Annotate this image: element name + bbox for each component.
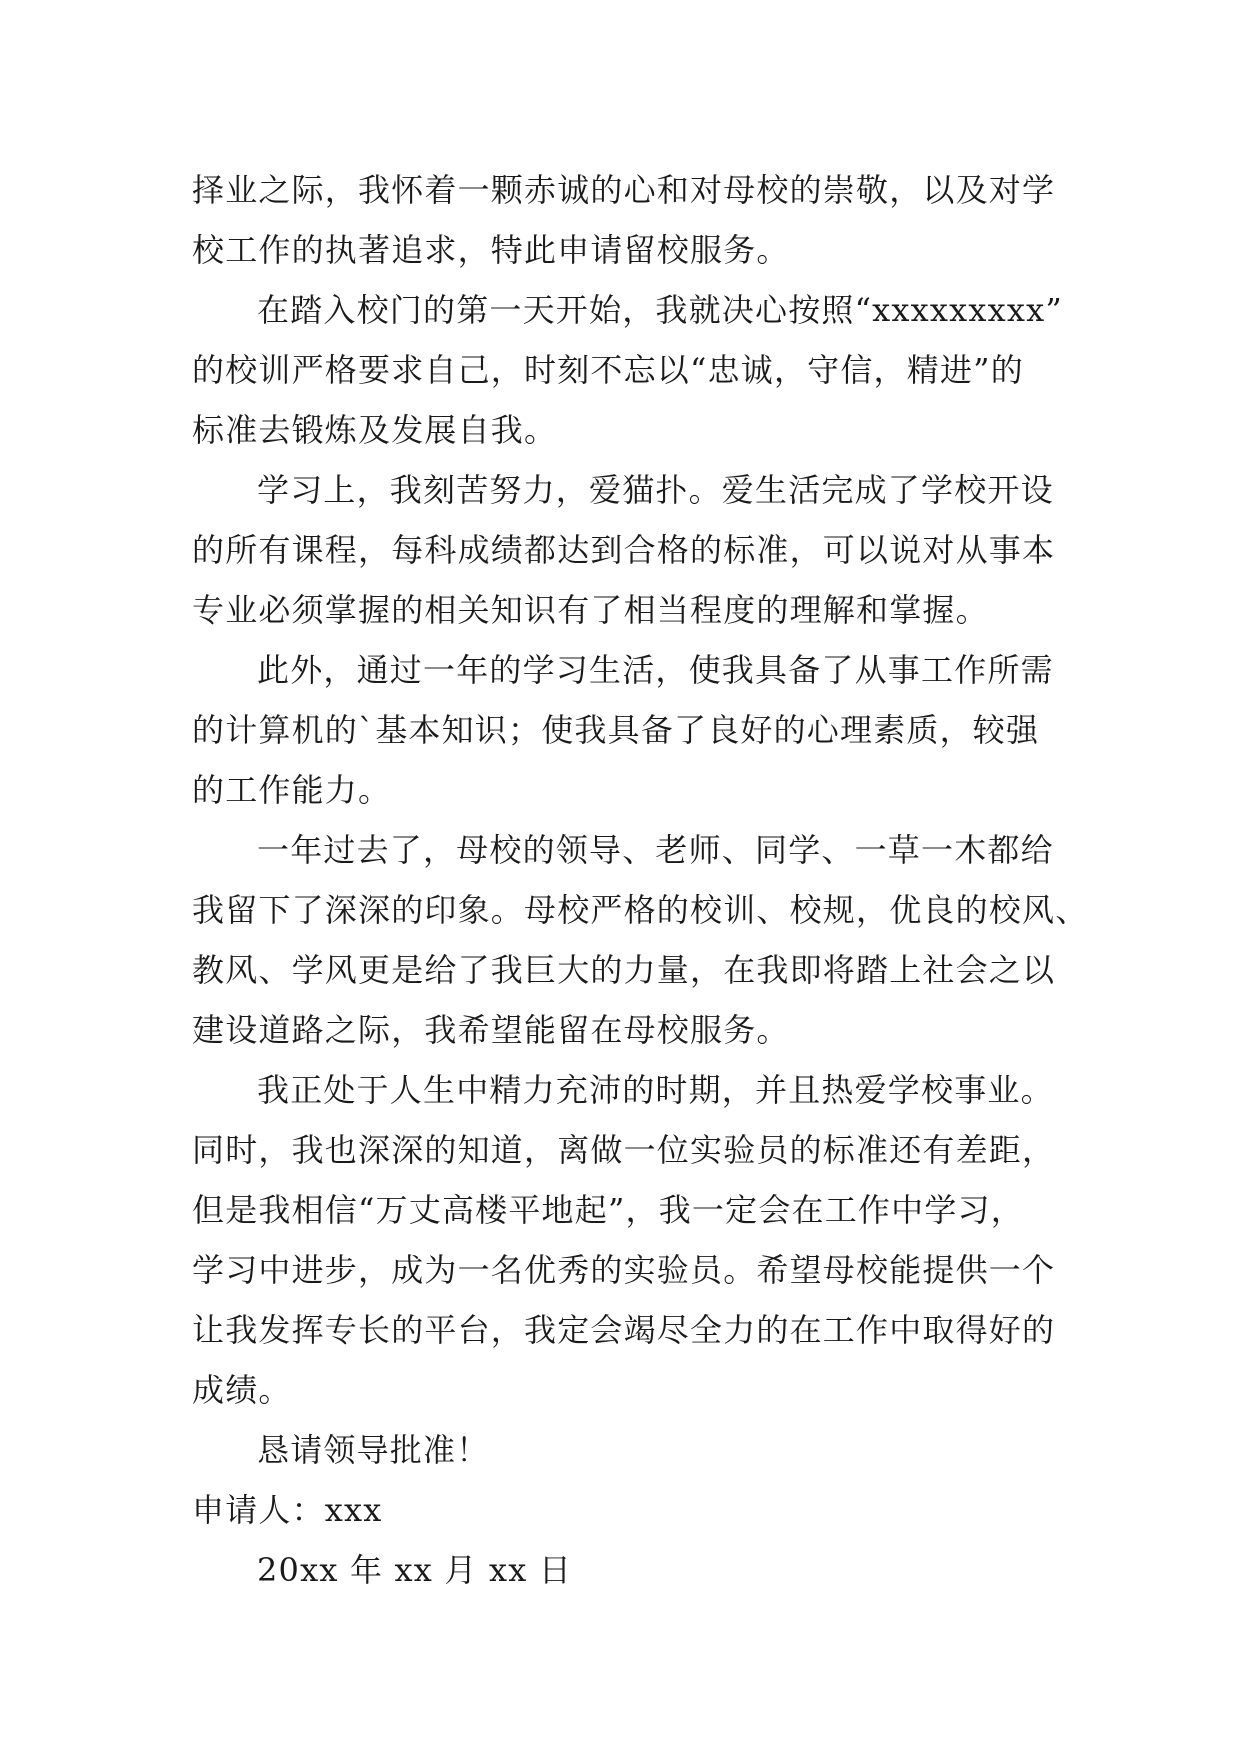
paragraph-3-line-1: 学习上，我刻苦努力，爱猫扑。爱生活完成了学校开设 <box>257 471 1054 509</box>
paragraph-2-line-1: 在踏入校门的第一天开始，我就决心按照“xxxxxxxxx” <box>257 291 1063 329</box>
paragraph-4-line-1: 此外，通过一年的学习生活，使我具备了从事工作所需 <box>257 651 1054 689</box>
paragraph-6-line-1: 我正处于人生中精力充沛的时期，并且热爱学校事业。 <box>257 1071 1054 1109</box>
closing-request: 恳请领导批准！ <box>257 1431 490 1469</box>
paragraph-5-line-4: 建设道路之际，我希望能留在母校服务。 <box>192 1011 790 1049</box>
paragraph-1-line-2: 校工作的执著追求，特此申请留校服务。 <box>192 231 790 269</box>
paragraph-1-line-1: 择业之际，我怀着一颗赤诚的心和对母校的崇敬，以及对学 <box>192 171 1056 209</box>
paragraph-6-line-2: 同时，我也深深的知道，离做一位实验员的标准还有差距， <box>192 1131 1056 1169</box>
paragraph-2-line-3: 标准去锻炼及发展自我。 <box>192 411 558 449</box>
paragraph-5-line-1: 一年过去了，母校的领导、老师、同学、一草一木都给 <box>257 831 1054 869</box>
letter-body <box>192 160 1092 1600</box>
paragraph-6-line-5: 让我发挥专长的平台，我定会竭尽全力的在工作中取得好的 <box>192 1311 1056 1349</box>
paragraph-5-line-3: 教风、学风更是给了我巨大的力量，在我即将踏上社会之以 <box>192 951 1056 989</box>
paragraph-3-line-3: 专业必须掌握的相关知识有了相当程度的理解和掌握。 <box>192 591 989 629</box>
applicant-signature: 申请人：xxx <box>192 1491 383 1529</box>
paragraph-4-line-3: 的工作能力。 <box>192 771 392 809</box>
paragraph-6-line-3: 但是我相信“万丈高楼平地起”，我一定会在工作中学习， <box>192 1191 1024 1229</box>
paragraph-5-line-2: 我留下了深深的印象。母校严格的校训、校规，优良的校风、 <box>192 891 1089 929</box>
letter-date: 20xx 年 xx 月 xx 日 <box>257 1551 573 1589</box>
paragraph-6-line-6: 成绩。 <box>192 1371 292 1409</box>
paragraph-3-line-2: 的所有课程，每科成绩都达到合格的标准，可以说对从事本 <box>192 531 1056 569</box>
paragraph-6-line-4: 学习中进步，成为一名优秀的实验员。希望母校能提供一个 <box>192 1251 1056 1289</box>
paragraph-2-line-2: 的校训严格要求自己，时刻不忘以“忠诚，守信，精进”的 <box>192 351 1024 389</box>
paragraph-4-line-2: 的计算机的`基本知识；使我具备了良好的心理素质，较强 <box>192 711 1040 749</box>
